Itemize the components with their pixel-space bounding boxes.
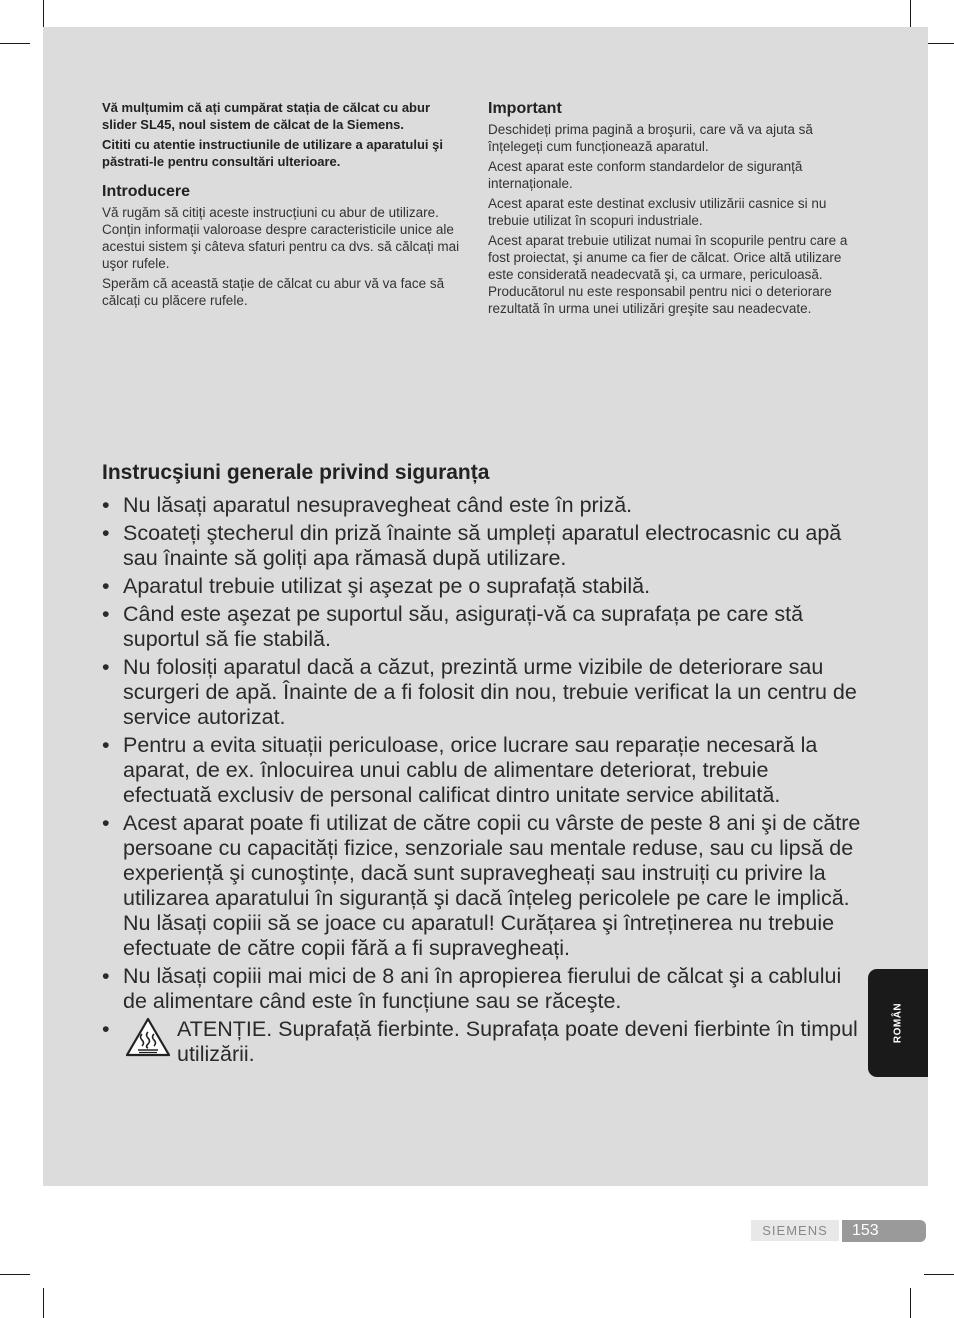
safety-section <box>102 458 862 1070</box>
crop-mark <box>924 1274 954 1275</box>
list-item-text: Acest aparat poate fi utilizat de către copii cu vârste de peste 8 ani şi de către persoane cu capacități fizice, senzoriale sau mentale reduse, sau cu lipsă de experiență şi cunoştințe, dacă sunt supravegheați sau instruiți cu privire la utilizarea aparatului în siguranță şi dacă înțeleg pericolele pe care le implică. Nu lăsați copiii să se joace cu aparatul! Curățarea şi întreținerea nu trebuie efectuate de către copii fără a fi supravegheați. <box>123 811 861 960</box>
important-heading: Important <box>488 100 562 117</box>
bullet-icon: • <box>102 602 110 626</box>
list-item <box>102 521 862 571</box>
list-item-text: Când este aşezat pe suportul său, asigurați-vă ca suprafața pe care stă suportul să fie stabilă. <box>123 602 804 651</box>
safety-list <box>102 493 862 1067</box>
page-number: 153 <box>842 1220 926 1242</box>
introduction-paragraph: Vă rugăm să citiți aceste instrucțiuni cu abur de utilizare. Conțin informații valoroase despre caracteristicile unice ale acestui sistem şi câteva sfaturi pentru ca dvs. să călcați mai uşor rufele. <box>102 205 460 271</box>
crop-mark <box>0 1274 30 1275</box>
bullet-icon: • <box>102 964 110 988</box>
bullet-icon: • <box>102 811 110 835</box>
intro-right-column <box>488 99 858 320</box>
important-paragraph: Deschideți prima pagină a broşurii, care vă va ajuta să înțelegeți cum funcționează aparatul. <box>488 122 813 154</box>
list-item <box>102 574 862 599</box>
introduction-heading: Introducere <box>102 183 191 200</box>
list-item-text: Nu folosiți aparatul dacă a căzut, prezintă urme vizibile de deteriorare sau scurgeri de apă. Înainte de a fi folosit din nou, trebuie verificat la un centru de service autorizat. <box>123 655 857 729</box>
important-paragraph: Acest aparat este conform standardelor de siguranță internaționale. <box>488 159 803 191</box>
list-item <box>102 964 862 1014</box>
list-item-text: Pentru a evita situații periculoase, orice lucrare sau reparație necesară la aparat, de ex. înlocuirea unui cablu de alimentare deteriorat, trebuie efectuată exclusiv de personal calificat dintro unitate service abilitată. <box>123 733 818 807</box>
bullet-icon: • <box>102 574 110 598</box>
list-item <box>102 811 862 961</box>
crop-mark <box>910 0 911 30</box>
list-item <box>102 733 862 808</box>
crop-mark <box>43 1288 44 1318</box>
important-paragraph: Acest aparat este destinat exclusiv utilizării casnice si nu trebuie utilizat în scopuri industriale. <box>488 196 827 228</box>
important-paragraph: Acest aparat trebuie utilizat numai în scopurile pentru care a fost proiectat, şi anume ca fier de călcat. Orice altă utilizare este considerată neadecvată şi, ca urmare, periculoasă. Producătorul nu este responsabil pentru nici o deteriorare rezultată în urma unei utilizări greşite sau neadecvate. <box>488 233 848 316</box>
thanks-text: Vă mulțumim că ați cumpărat stația de călcat cu abur slider SL45, noul sistem de călcat de la Siemens. <box>102 100 431 132</box>
bullet-icon: • <box>102 493 110 517</box>
list-item-text: Nu lăsați copiii mai mici de 8 ani în apropierea fierului de călcat şi a cablului de alimentare când este în funcțiune sau se răceşte. <box>123 964 842 1013</box>
bullet-icon: • <box>102 1017 110 1041</box>
crop-mark <box>0 43 30 44</box>
crop-mark <box>924 43 954 44</box>
warning-text: ATENȚIE. Suprafață fierbinte. Suprafața poate deveni fierbinte în timpul utilizării. <box>177 1017 858 1066</box>
list-item <box>102 602 862 652</box>
hot-surface-warning-icon <box>125 1017 171 1057</box>
bullet-icon: • <box>102 655 110 679</box>
list-item-text: Aparatul trebuie utilizat şi aşezat pe o suprafață stabilă. <box>123 574 651 598</box>
crop-mark <box>43 0 44 30</box>
crop-mark <box>910 1288 911 1318</box>
bullet-icon: • <box>102 521 110 545</box>
introduction-paragraph: Sperăm că această stație de călcat cu abur vă va face să călcați cu plăcere rufele. <box>102 276 445 308</box>
read-instructions-text: Cititi cu atentie instructiunile de utilizare a aparatului şi păstrati-le pentru consultări ulterioare. <box>102 137 443 169</box>
list-item-text: Nu lăsați aparatul nesupravegheat când este în priză. <box>123 493 633 517</box>
language-tab-label: ROMÂN <box>892 1002 904 1044</box>
brand-label: SIEMENS <box>751 1220 839 1241</box>
warning-item <box>102 1017 862 1067</box>
list-item-text: Scoateți ştecherul din priză înainte să umpleți aparatul electrocasnic cu apă sau înainte să goliți apa rămasă după utilizare. <box>123 521 842 570</box>
list-item <box>102 655 862 730</box>
list-item <box>102 493 862 518</box>
intro-left-column <box>102 99 462 312</box>
safety-heading: Instrucşiuni generale privind siguranța <box>102 461 490 484</box>
language-tab <box>868 969 928 1077</box>
bullet-icon: • <box>102 733 110 757</box>
